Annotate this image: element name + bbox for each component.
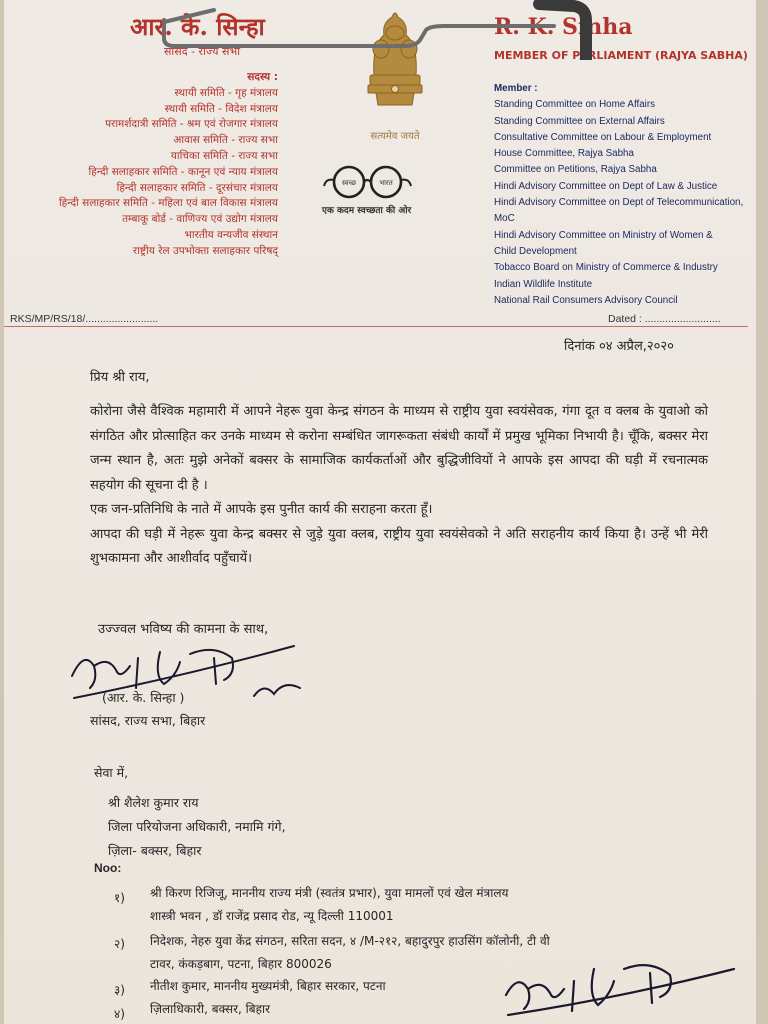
- swachh-bharat-caption: एक कदम स्वच्छता की ओर: [322, 206, 412, 216]
- body-paragraph: एक जन-प्रतिनिधि के नाते में आपके इस पुनीत कार्य की सराहना करता हूँ।: [90, 502, 433, 517]
- copies-label: Noo:: [94, 861, 122, 875]
- english-membership-item: Tobacco Board on Ministry of Commerce & Industry: [494, 262, 718, 274]
- copy-line: नीतीश कुमार, माननीय मुख्यमंत्री, बिहार सरकार, पटना: [150, 979, 386, 993]
- copy-number: ३): [114, 983, 125, 997]
- hindi-membership-item: परामर्शदात्री समिति - श्रम एवं रोजगार मंत्रालय: [105, 118, 278, 131]
- hindi-membership-item: स्थायी समिति - गृह मंत्रालय: [174, 86, 278, 99]
- signatory-name: (आर. के. सिन्हा ): [102, 690, 185, 705]
- national-emblem-icon: [354, 5, 436, 120]
- english-membership-heading: Member :: [494, 83, 538, 94]
- english-membership-item: Committee on Petitions, Rajya Sabha: [494, 164, 657, 176]
- copy-line: टावर, कंकड़बाग, पटना, बिहार 800026: [150, 957, 332, 971]
- english-membership-item: Indian Wildlife Institute: [494, 278, 593, 290]
- hindi-membership-item: राष्ट्रीय रेल उपभोक्ता सलाहकार परिषद्: [132, 244, 278, 257]
- closing-line: उज्ज्वल भविष्य की कामना के साथ,: [98, 622, 269, 637]
- hindi-membership-item: भारतीय वन्यजीव संस्थान: [184, 228, 278, 241]
- english-name-heading: R. K. Sinha: [494, 14, 633, 40]
- english-membership-item: Standing Committee on Home Affairs: [494, 99, 656, 111]
- english-membership-item: Child Development: [494, 245, 577, 257]
- copy-line: ज़िलाधिकारी, बक्सर, बिहार: [150, 1002, 271, 1016]
- hindi-membership-item: स्थायी समिति - विदेश मंत्रालय: [164, 102, 278, 115]
- english-membership-item: Consultative Committee on Labour & Employment: [494, 131, 712, 143]
- hindi-membership-item: आवास समिति - राज्य सभा: [173, 134, 278, 147]
- english-membership-item: Standing Committee on External Affairs: [494, 115, 665, 127]
- hindi-membership-item: तम्बाकू बोर्ड - वाणिज्य एवं उद्योग मंत्रालय: [122, 213, 278, 226]
- emblem-motto: सत्यमेव जयते: [370, 131, 420, 142]
- hindi-membership-item: याचिका समिति - राज्य सभा: [170, 149, 278, 162]
- body-paragraph: कोरोना जैसे वैश्विक महामारी में आपने नेहरू युवा केन्द्र संगठन के माध्यम से राष्ट्रीय युवा स्वयंसेवक, गंगा दूत व क्लब के युवाओ को संगठित और प्रोत्साहित कर उनके माध्यम से करोना सम्बंधित जागरूकता संबंधी कार्यों में प्रमुख भूमिका निभायी है। चूँकि, बक्सर मेरा जन्म स्थान है, अतः मुझे अनेकों बक्सर के सामाजिक कार्यकर्ताओं और बुद्धिजीवियों ने आपके इस आपदा की घड़ी में रचनात्मक सहयोग की सूचना दी है ।: [90, 404, 708, 493]
- swachh-bharat-spectacles-logo: [322, 162, 412, 202]
- recipient-line: जिला परियोजना अधिकारी, नमामि गंगे,: [108, 819, 286, 834]
- hindi-name-heading: आर. के. सिन्हा: [130, 12, 265, 41]
- recipient-address: [108, 791, 286, 863]
- hindi-membership-list: [59, 70, 278, 260]
- hindi-subtitle: सांसद - राज्य सभा: [164, 45, 241, 58]
- salutation: प्रिय श्री राय,: [90, 370, 150, 385]
- english-membership-item: National Rail Consumers Advisory Council: [494, 294, 678, 306]
- copy-number: २): [114, 937, 125, 951]
- english-membership-list: [494, 81, 756, 309]
- copy-line: निदेशक, नेहरु युवा केंद्र संगठन, सरिता सदन, ४ /M-२१२, बहादुरपुर हाउसिंग कॉलोनी, टी वी: [150, 934, 550, 948]
- header-divider: [4, 326, 748, 327]
- english-membership-item: Hindi Advisory Committee on Dept of Telecommunication, MoC: [494, 197, 744, 225]
- dated-label: Dated : ..........................: [608, 313, 721, 325]
- body-paragraph: आपदा की घड़ी में नेहरू युवा केन्द्र बक्सर से जुड़े युवा क्लब, राष्ट्रीय युवा स्वयंसेवको ने अति सराहनीय कार्य किया है। उन्हें भी मेरी शुभकामना और आशीर्वाद पहुँचायें।: [90, 526, 708, 566]
- letter-date: दिनांक ०४ अप्रैल,२०२०: [564, 339, 674, 354]
- hindi-membership-item: हिन्दी सलाहकार समिति - कानून एवं न्याय मंत्रालय: [88, 165, 278, 178]
- copy-line: शास्त्री भवन , डॉ राजेंद्र प्रसाद रोड, न्यू दिल्ली 110001: [150, 909, 394, 923]
- reference-number: RKS/MP/RS/18/.........................: [10, 313, 159, 325]
- letter-body: [90, 400, 708, 572]
- recipient-line: ज़िला- बक्सर, बिहार: [108, 843, 202, 858]
- signatory-post: सांसद, राज्य सभा, बिहार: [90, 713, 206, 728]
- english-membership-item: Hindi Advisory Committee on Ministry of Women &: [494, 229, 713, 241]
- hindi-membership-item: हिन्दी सलाहकार समिति - दूरसंचार मंत्रालय: [116, 181, 278, 194]
- hindi-membership-heading: सदस्य :: [247, 71, 278, 83]
- copy-number: १): [114, 891, 125, 905]
- bharat-word: भारत: [379, 179, 393, 187]
- letter-page: [4, 0, 756, 1024]
- english-membership-item: Hindi Advisory Committee on Dept of Law & Justice: [494, 180, 718, 192]
- copy-number: ४): [114, 1007, 125, 1021]
- recipient-label: सेवा में,: [94, 765, 129, 780]
- handwritten-signature-footer: [494, 945, 744, 1024]
- copy-line: श्री किरण रिजिजू, माननीय राज्य मंत्री (स्वतंत्र प्रभार), युवा मामलों एवं खेल मंत्रालय: [150, 886, 509, 900]
- english-membership-item: House Committee, Rajya Sabha: [494, 148, 634, 160]
- hindi-membership-item: हिन्दी सलाहकार समिति - महिला एवं बाल विकास मंत्रालय: [58, 197, 278, 210]
- recipient-line: श्री शैलेश कुमार राय: [108, 795, 199, 810]
- swachh-word: स्वच्छ: [341, 179, 357, 187]
- english-subtitle: MEMBER OF PARLIAMENT (RAJYA SABHA): [494, 49, 748, 62]
